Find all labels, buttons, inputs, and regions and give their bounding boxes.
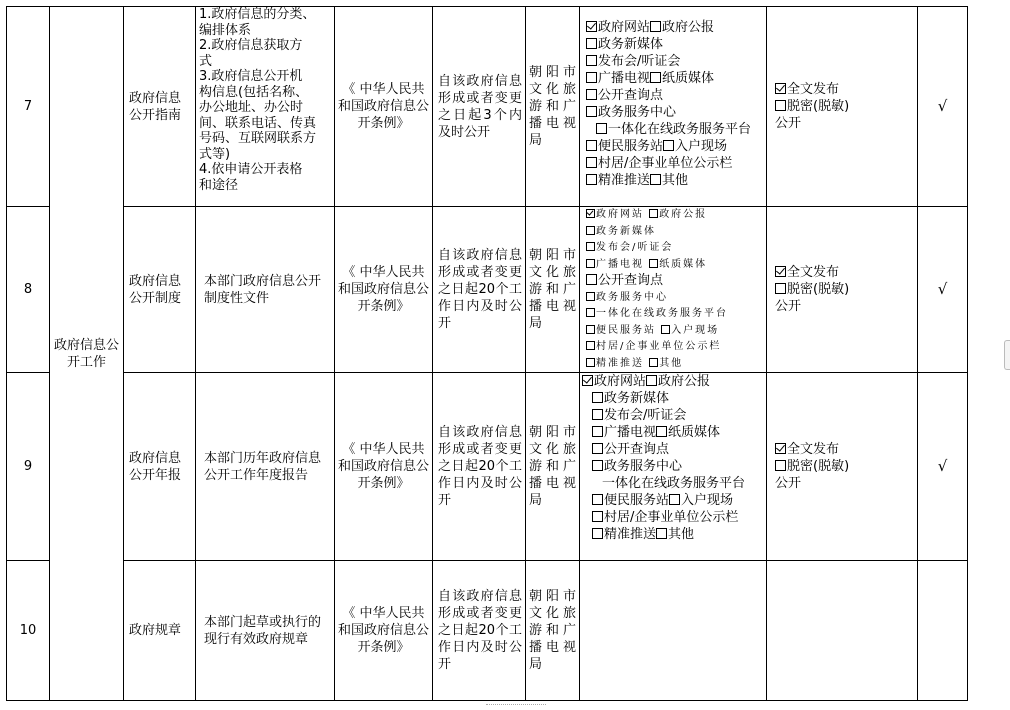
channel-label: 精准推送 [596, 357, 644, 369]
content-cell [196, 7, 335, 207]
table-row [7, 561, 1005, 701]
check-mark: √ [918, 7, 968, 207]
object-cell [767, 7, 918, 207]
checkbox-icon[interactable] [592, 443, 603, 454]
subject-cell: 朝阳市文化旅游和广播电视局 [526, 7, 580, 207]
content-cell [196, 561, 335, 701]
checkbox-icon[interactable] [586, 308, 595, 317]
checkbox-icon[interactable] [586, 226, 595, 235]
checkbox-icon[interactable] [586, 292, 595, 301]
checkbox-icon[interactable] [592, 494, 603, 505]
content-cell [196, 373, 335, 561]
subject-cell: 朝阳市文化旅游和广播电视局 [526, 207, 580, 373]
checkbox-icon[interactable] [656, 426, 667, 437]
channel-label: 发布会/听证会 [596, 242, 674, 253]
channel-label: 政务服务中心 [604, 459, 683, 474]
checkbox-icon[interactable] [586, 55, 597, 66]
content-line: 2.政府信息获取方 [199, 38, 303, 53]
channel-label: 便民服务站 [604, 493, 670, 508]
channels-cell [580, 561, 767, 701]
channel-label: 入户现场 [675, 139, 728, 154]
object-full-label: 全文发布 [787, 82, 840, 97]
channel-label: 政府公报 [662, 20, 715, 35]
channel-label: 入户现场 [681, 493, 734, 508]
channel-label: 政府网站 [598, 20, 651, 35]
content-line: 办公地址、办公时 [199, 100, 304, 115]
content-line: 构信息(包括名称、 [199, 84, 309, 100]
subcategory-cell: 政府信息公开年报 [124, 373, 196, 561]
checkbox-icon[interactable] [586, 274, 597, 285]
object-desense-label: 脱密(脱敏)公开 [775, 282, 850, 314]
channels-cell [580, 207, 767, 373]
channel-label: 政府网站 [594, 374, 647, 389]
channel-label: 公开查询点 [604, 442, 670, 457]
row-number: 9 [7, 373, 50, 561]
channel-label: 纸质媒体 [668, 425, 721, 440]
basis-cell: 《 中华人民共和国政府信息公开条例》 [335, 7, 433, 207]
channel-label: 精准推送 [604, 527, 657, 542]
checkbox-checked-icon[interactable] [775, 443, 786, 454]
content-line: 间、联系电话、传真 [199, 115, 317, 131]
checkbox-icon[interactable] [586, 140, 597, 151]
content-line: 编排体系 [199, 22, 252, 38]
checkbox-icon[interactable] [586, 89, 597, 100]
channel-label: 发布会/听证会 [598, 54, 681, 69]
channel-label: 政务新媒体 [596, 225, 656, 237]
channel-label: 精准推送 [598, 173, 651, 188]
object-full-label: 全文发布 [787, 265, 840, 280]
channel-label: 便民服务站 [598, 139, 664, 154]
checkbox-icon[interactable] [586, 242, 595, 251]
content-line: 号码、互联网联系方 [199, 131, 317, 146]
channel-label: 村居/企事业单位公示栏 [596, 341, 722, 352]
check-mark: √ [918, 373, 968, 561]
channel-label: 一体化在线政务服务平台 [596, 308, 728, 319]
checkbox-icon[interactable] [586, 106, 597, 117]
channels-cell [580, 373, 767, 561]
channel-label: 其他 [668, 527, 695, 542]
object-cell [767, 561, 918, 701]
object-full-label: 全文发布 [787, 442, 840, 457]
checkbox-icon[interactable] [596, 123, 607, 134]
content-line: 4.依申请公开表格 [199, 162, 303, 177]
scrollbar-handle[interactable] [1004, 340, 1010, 370]
subject-cell: 朝阳市文化旅游和广播电视局 [526, 561, 580, 701]
content-line: 和途径 [199, 177, 239, 193]
channel-label: 一体化在线政务服务平台 [602, 476, 746, 491]
object-desense-label: 脱密(脱敏)公开 [775, 99, 850, 131]
time-limit-cell: 自该政府信息形成或者变更之日起20个工作日内及时公开 [433, 373, 526, 561]
checkbox-icon[interactable] [649, 209, 658, 218]
basis-cell: 《 中华人民共和国政府信息公开条例》 [335, 207, 433, 373]
table-row [7, 7, 1005, 207]
basis-cell: 《 中华人民共和国政府信息公开条例》 [335, 373, 433, 561]
channel-label: 政府网站 [596, 209, 644, 220]
basis-cell: 《 中华人民共和国政府信息公开条例》 [335, 561, 433, 701]
checkbox-icon[interactable] [656, 528, 667, 539]
category-cell: 政府信息公开工作 [50, 7, 124, 701]
channel-label: 政务服务中心 [598, 105, 677, 120]
content-line: 式 [199, 53, 213, 69]
channel-label: 政务服务中心 [596, 291, 668, 303]
channel-label: 村居/企事业单位公示栏 [598, 156, 733, 171]
time-limit-cell: 自该政府信息形成或者变更之日起3个内及时公开 [433, 7, 526, 207]
checkbox-icon[interactable] [592, 392, 603, 403]
channel-label: 政务新媒体 [598, 37, 664, 52]
channel-label: 其他 [662, 173, 689, 188]
checkbox-icon[interactable] [650, 174, 661, 185]
channel-label: 纸质媒体 [659, 258, 708, 270]
checkbox-icon[interactable] [586, 341, 595, 350]
content-cell [196, 207, 335, 373]
content-line: 3.政府信息公开机 [199, 69, 303, 84]
channel-label: 广播电视 [598, 71, 651, 86]
channel-label: 广播电视 [604, 425, 657, 440]
subject-cell: 朝阳市文化旅游和广播电视局 [526, 373, 580, 561]
checkbox-icon[interactable] [775, 460, 786, 471]
content-text: 本部门历年政府信息公开工作年度报告 [204, 450, 322, 483]
channel-label: 一体化在线政务服务平台 [608, 122, 752, 137]
checkbox-icon[interactable] [669, 494, 680, 505]
table-row [7, 373, 1005, 561]
object-cell [767, 207, 918, 373]
checkbox-checked-icon[interactable] [582, 375, 593, 386]
checkbox-icon[interactable] [646, 375, 657, 386]
content-text: 本部门起草或执行的现行有效政府规章 [204, 614, 322, 647]
channel-label: 村居/企事业单位公示栏 [604, 510, 739, 525]
subcategory-cell: 政府规章 [124, 561, 196, 701]
row-number: 8 [7, 207, 50, 373]
checkbox-icon[interactable] [663, 140, 674, 151]
checkbox-icon[interactable] [586, 157, 597, 168]
time-limit-cell: 自该政府信息形成或者变更之日起20个工作日内及时公开 [433, 561, 526, 701]
channel-label: 广播电视 [596, 258, 644, 270]
subcategory-cell: 政府信息公开指南 [124, 7, 196, 207]
row-number: 7 [7, 7, 50, 207]
time-limit-cell: 自该政府信息形成或者变更之日起20个工作日内及时公开 [433, 207, 526, 373]
row-number: 10 [7, 561, 50, 701]
checkbox-icon[interactable] [592, 426, 603, 437]
content-line: 式等) [199, 146, 231, 162]
channel-label: 其他 [659, 357, 684, 369]
channel-label: 公开查询点 [598, 273, 664, 288]
checkbox-icon[interactable] [650, 72, 661, 83]
subcategory-cell: 政府信息公开制度 [124, 207, 196, 373]
checkbox-icon[interactable] [592, 409, 603, 420]
divider [486, 704, 546, 705]
channel-label: 发布会/听证会 [604, 408, 687, 423]
content-text: 本部门政府信息公开制度性文件 [204, 273, 322, 306]
checkbox-icon[interactable] [775, 100, 786, 111]
checkbox-icon[interactable] [649, 358, 658, 367]
checkbox-icon[interactable] [650, 21, 661, 32]
checkbox-checked-icon[interactable] [775, 83, 786, 94]
checkbox-icon[interactable] [592, 460, 603, 471]
checkbox-checked-icon[interactable] [586, 21, 597, 32]
checkbox-icon[interactable] [649, 259, 658, 268]
checkbox-icon[interactable] [586, 174, 597, 185]
channel-label: 入户现场 [671, 324, 720, 336]
checkbox-icon[interactable] [586, 38, 597, 49]
channel-label: 政府公报 [659, 209, 708, 220]
checkbox-icon[interactable] [592, 511, 603, 522]
checkbox-icon[interactable] [661, 325, 670, 334]
checkbox-checked-icon[interactable] [586, 209, 595, 218]
disclosure-table [6, 6, 1005, 701]
channel-label: 便民服务站 [596, 324, 656, 336]
channel-label: 政府公报 [658, 374, 711, 389]
channel-label: 纸质媒体 [662, 71, 715, 86]
checkbox-icon[interactable] [586, 72, 597, 83]
checkbox-icon[interactable] [586, 259, 595, 268]
object-cell [767, 373, 918, 561]
channels-cell [580, 7, 767, 207]
check-mark: √ [918, 207, 968, 373]
content-line: 1.政府信息的分类、 [199, 7, 316, 22]
channel-label: 政务新媒体 [604, 391, 670, 406]
channel-label: 公开查询点 [598, 88, 664, 103]
object-desense-label: 脱密(脱敏)公开 [775, 459, 850, 491]
table-row [7, 207, 1005, 373]
checkbox-checked-icon[interactable] [775, 266, 786, 277]
check-mark [918, 561, 968, 701]
checkbox-icon[interactable] [775, 283, 786, 294]
checkbox-icon[interactable] [586, 325, 595, 334]
checkbox-icon[interactable] [586, 358, 595, 367]
checkbox-icon[interactable] [592, 528, 603, 539]
